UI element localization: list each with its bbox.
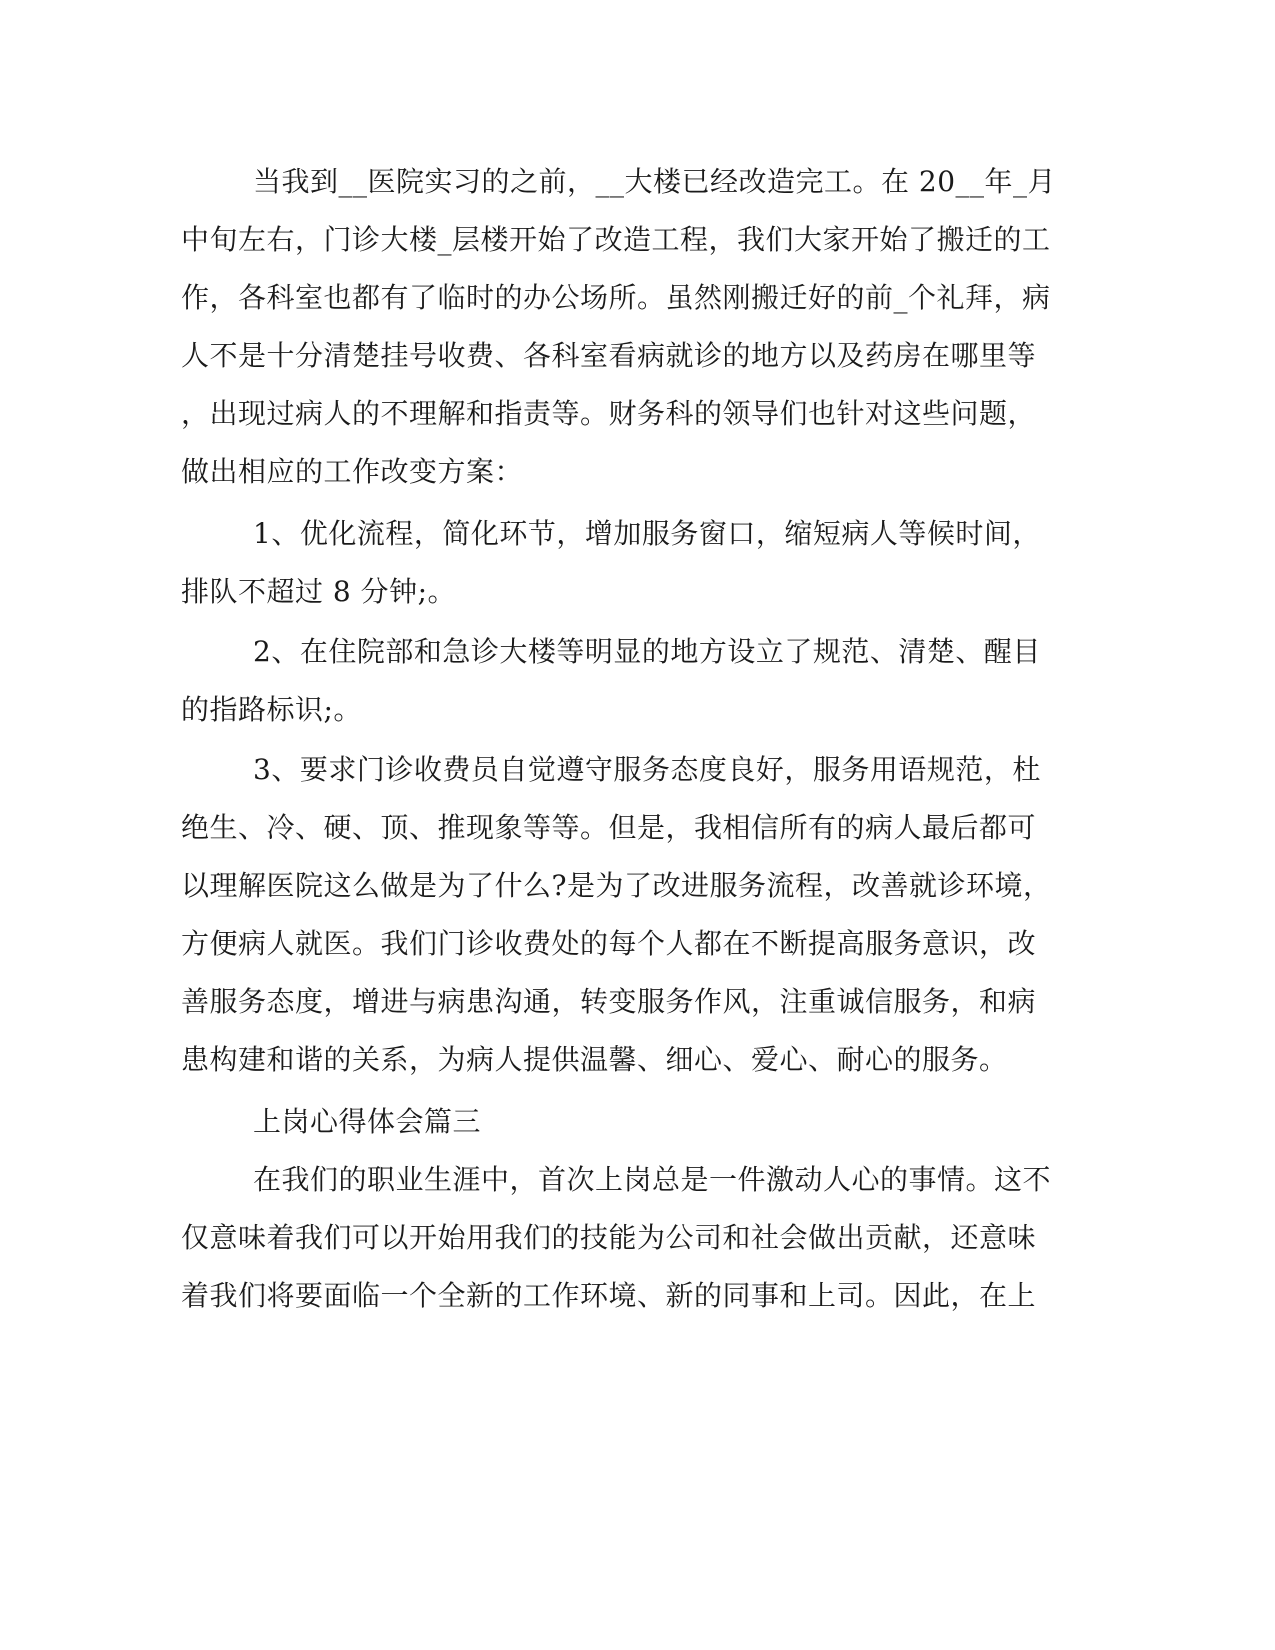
paragraph-line: 方便病人就医。我们门诊收费处的每个人都在不断提高服务意识，改 [181, 927, 1037, 960]
paragraph-line: 善服务态度，增进与病患沟通，转变服务作风，注重诚信服务，和病 [181, 985, 1037, 1018]
paragraph-line: 患构建和谐的关系，为病人提供温馨、细心、爱心、耐心的服务。 [181, 1043, 1008, 1076]
paragraph-line: 绝生、冷、硬、顶、推现象等等。但是，我相信所有的病人最后都可 [181, 811, 1037, 844]
list-item-line: 2、在住院部和急诊大楼等明显的地方设立了规范、清楚、醒目 [253, 635, 1041, 668]
paragraph-line: 人不是十分清楚挂号收费、各科室看病就诊的地方以及药房在哪里等 [181, 339, 1037, 372]
paragraph-line: 中旬左右，门诊大楼_层楼开始了改造工程，我们大家开始了搬迁的工 [181, 223, 1051, 256]
list-item-line: 3、要求门诊收费员自觉遵守服务态度良好，服务用语规范，杜 [253, 753, 1041, 786]
paragraph-line: 做出相应的工作改变方案： [181, 455, 524, 488]
section-heading: 上岗心得体会篇三 [253, 1105, 482, 1138]
list-item-line: 排队不超过 8 分钟;。 [181, 575, 457, 608]
list-item-line: 1、优化流程，简化环节，增加服务窗口，缩短病人等候时间， [253, 517, 1041, 550]
paragraph-line: 在我们的职业生涯中，首次上岗总是一件激动人心的事情。这不 [253, 1163, 1052, 1196]
paragraph-line: 作，各科室也都有了临时的办公场所。虽然刚搬迁好的前_个礼拜，病 [181, 281, 1051, 314]
paragraph-line: 仅意味着我们可以开始用我们的技能为公司和社会做出贡献，还意味 [181, 1221, 1037, 1254]
list-item-line: 的指路标识;。 [181, 693, 362, 726]
paragraph-line: 以理解医院这么做是为了什么?是为了改进服务流程，改善就诊环境， [181, 869, 1052, 902]
paragraph-line: ，出现过病人的不理解和指责等。财务科的领导们也针对这些问题， [181, 397, 1037, 430]
paragraph-line: 着我们将要面临一个全新的工作环境、新的同事和上司。因此，在上 [181, 1279, 1037, 1312]
paragraph-line: 当我到__医院实习的之前，__大楼已经改造完工。在 20__年_月 [253, 165, 1057, 198]
